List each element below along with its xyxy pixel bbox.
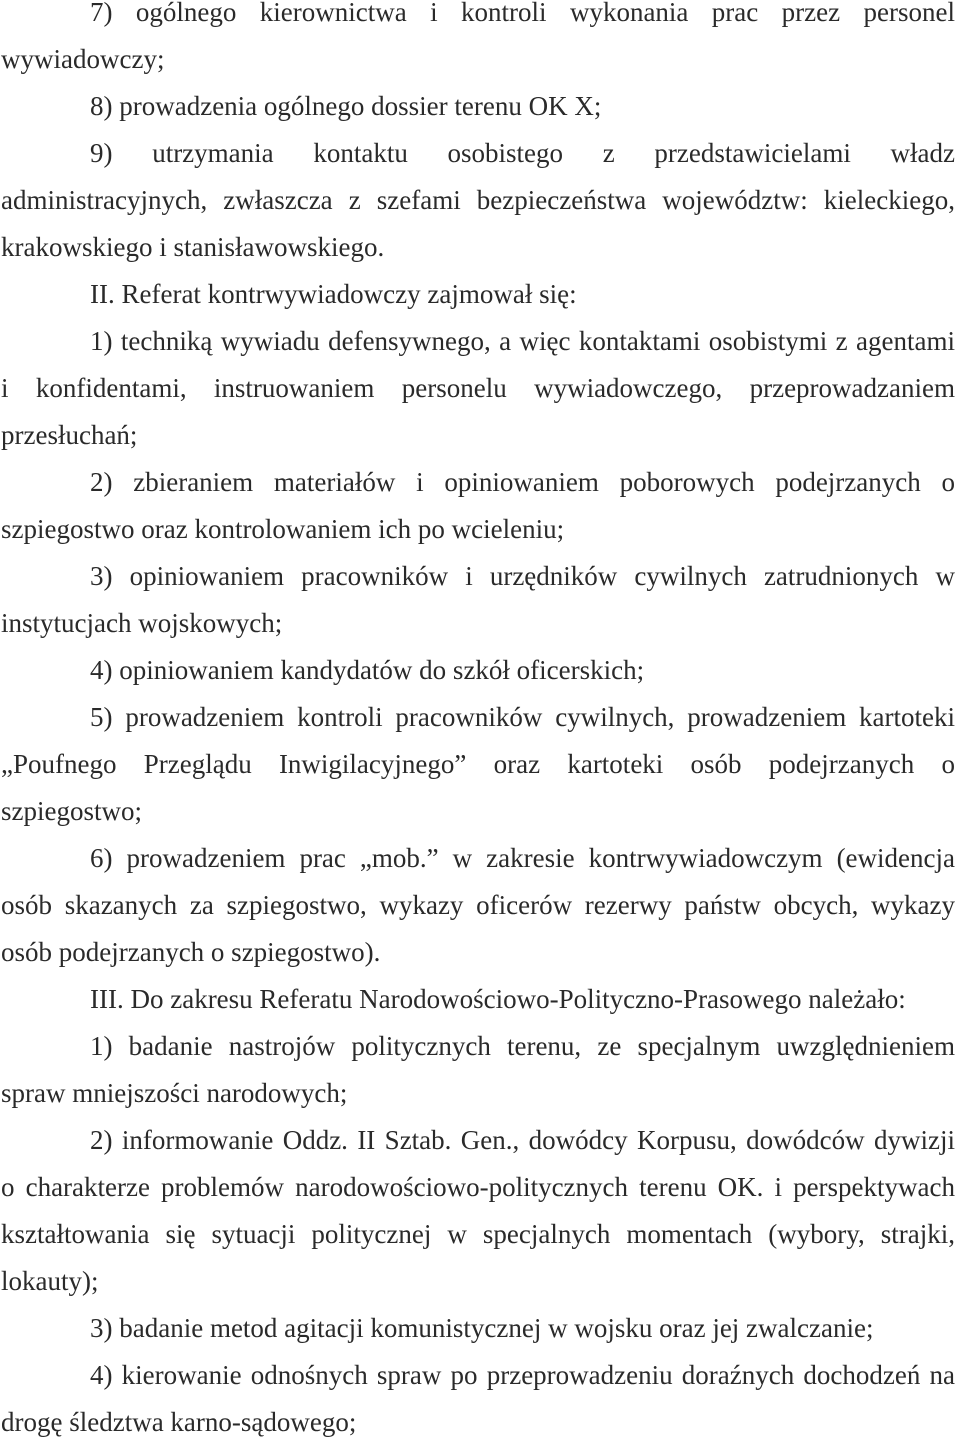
- ii-list-item-1: [1, 318, 955, 459]
- section-heading-iii: [1, 976, 955, 1023]
- text-line: przesłuchań;: [1, 420, 138, 450]
- list-item-8: [1, 83, 955, 130]
- text-line: 1) techniką wywiadu defensywnego, a więc kontaktami osobistymi z agentami: [90, 326, 955, 356]
- text-line: 3) badanie metod agitacji komunistycznej w wojsku oraz jej zwalczanie;: [90, 1313, 874, 1343]
- iii-list-item-2: [1, 1117, 955, 1305]
- text-line: szpiegostwo oraz kontrolowaniem ich po wcieleniu;: [1, 514, 565, 544]
- iii-list-item-1: [1, 1023, 955, 1117]
- text-line: 4) kierowanie odnośnych spraw po przeprowadzeniu doraźnych dochodzeń na: [90, 1360, 955, 1390]
- list-item-7: [1, 0, 955, 83]
- text-line: i konfidentami, instruowaniem personelu wywiadowczego, przeprowadzaniem: [1, 373, 955, 403]
- text-line: wywiadowczy;: [1, 44, 165, 74]
- text-line: 4) opiniowaniem kandydatów do szkół oficerskich;: [90, 655, 645, 685]
- text-line: 2) zbieraniem materiałów i opiniowaniem poborowych podejrzanych o: [90, 467, 955, 497]
- text-line: instytucjach wojskowych;: [1, 608, 283, 638]
- text-line: 6) prowadzeniem prac „mob.” w zakresie kontrwywiadowczym (ewidencja: [90, 843, 955, 873]
- iii-list-item-4: [1, 1352, 955, 1446]
- text-line: II. Referat kontrwywiadowczy zajmował się:: [90, 279, 577, 309]
- document-page: [1, 0, 955, 1446]
- text-line: spraw mniejszości narodowych;: [1, 1078, 348, 1108]
- text-line: kształtowania się sytuacji politycznej w specjalnych momentach (wybory, strajki,: [1, 1219, 955, 1249]
- text-line: III. Do zakresu Referatu Narodowościowo-Polityczno-Prasowego należało:: [90, 984, 906, 1014]
- text-line: administracyjnych, zwłaszcza z szefami bezpieczeństwa województw: kieleckiego,: [1, 185, 955, 215]
- text-line: 7) ogólnego kierownictwa i kontroli wykonania prac przez personel: [90, 0, 955, 27]
- text-line: szpiegostwo;: [1, 796, 142, 826]
- text-line: 9) utrzymania kontaktu osobistego z przedstawicielami władz: [90, 138, 955, 168]
- text-line: osób podejrzanych o szpiegostwo).: [1, 937, 381, 967]
- text-line: 1) badanie nastrojów politycznych terenu, ze specjalnym uwzględnieniem: [90, 1031, 955, 1061]
- section-heading-ii: [1, 271, 955, 318]
- ii-list-item-2: [1, 459, 955, 553]
- text-line: 5) prowadzeniem kontroli pracowników cywilnych, prowadzeniem kartoteki: [90, 702, 955, 732]
- text-line: lokauty);: [1, 1266, 99, 1296]
- ii-list-item-5: [1, 694, 955, 835]
- text-line: osób skazanych za szpiegostwo, wykazy oficerów rezerwy państw obcych, wykazy: [1, 890, 955, 920]
- text-line: o charakterze problemów narodowościowo-politycznych terenu OK. i perspektywach: [1, 1172, 955, 1202]
- text-line: krakowskiego i stanisławowskiego.: [1, 232, 385, 262]
- text-line: 2) informowanie Oddz. II Sztab. Gen., dowódcy Korpusu, dowódców dywizji: [90, 1125, 955, 1155]
- iii-list-item-3: [1, 1305, 955, 1352]
- list-item-9: [1, 130, 955, 271]
- ii-list-item-6: [1, 835, 955, 976]
- ii-list-item-4: [1, 647, 955, 694]
- text-line: 3) opiniowaniem pracowników i urzędników cywilnych zatrudnionych w: [90, 561, 955, 591]
- text-line: drogę śledztwa karno-sądowego;: [1, 1407, 357, 1437]
- ii-list-item-3: [1, 553, 955, 647]
- text-line: 8) prowadzenia ogólnego dossier terenu OK X;: [90, 91, 602, 121]
- text-line: „Poufnego Przeglądu Inwigilacyjnego” oraz kartoteki osób podejrzanych o: [1, 749, 955, 779]
